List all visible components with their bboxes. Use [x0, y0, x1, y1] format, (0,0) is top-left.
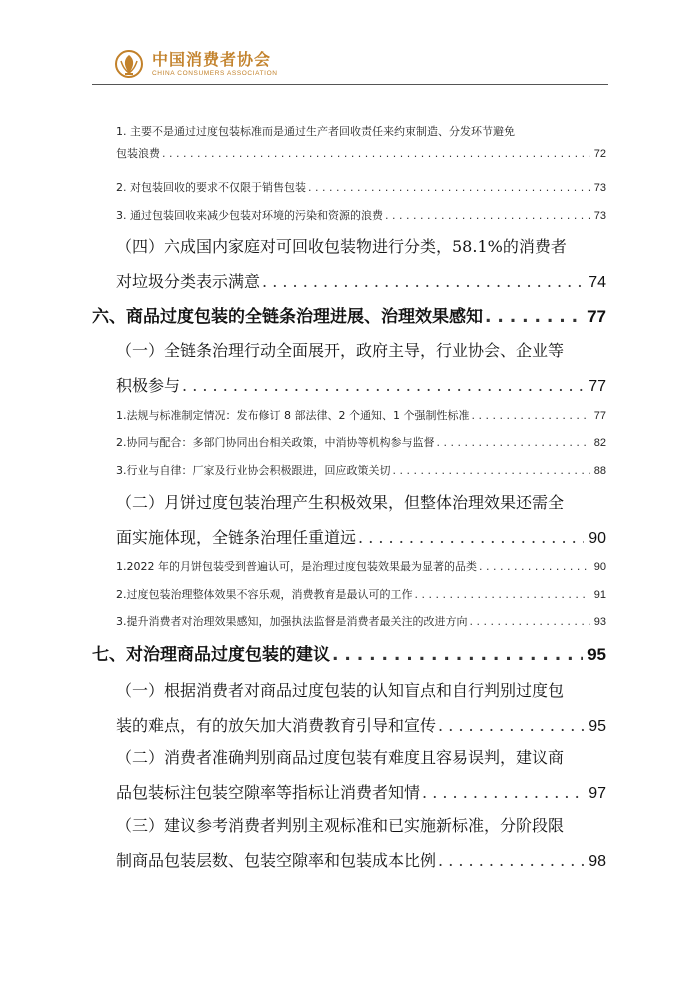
toc-entry-text-cont: 对垃圾分类表示满意 — [116, 272, 261, 291]
toc-entry[interactable] — [92, 301, 606, 333]
toc-page-number: 90 — [593, 561, 606, 573]
dot-leader — [485, 301, 583, 333]
toc-page-number: 97 — [588, 785, 606, 802]
toc-entry[interactable] — [116, 673, 606, 743]
toc-page-number: 88 — [593, 465, 606, 477]
toc-page-number: 73 — [593, 210, 606, 222]
toc-page-number: 77 — [588, 378, 606, 395]
dot-leader — [332, 639, 583, 671]
toc-entry[interactable] — [116, 121, 606, 165]
toc-entry[interactable] — [116, 584, 606, 606]
toc-entry-text: 2.过度包装治理整体效果不容乐观，消费教育是最认可的工作 — [116, 588, 413, 601]
toc-entry-text: （二）月饼过度包装治理产生积极效果，但整体治理效果还需全 — [116, 493, 565, 512]
toc-entry-text: 1.2022 年的月饼包装受到普遍认可，是治理过度包装效果最为显著的品类 — [116, 560, 477, 573]
toc-page-number: 95 — [587, 645, 606, 664]
toc-entry-text: （一）全链条治理行动全面展开，政府主导，行业协会、企业等 — [116, 341, 565, 360]
org-name-en: CHINA CONSUMERS ASSOCIATION — [152, 69, 278, 77]
toc-entry-text: （三）建议参考消费者判别主观标准和已实施新标准，分阶段限 — [116, 816, 565, 835]
toc-entry[interactable] — [116, 205, 606, 227]
toc-entry-text: 六、商品过度包装的全链条治理进展、治理效果感知 — [92, 307, 483, 327]
toc-entry-text: 2.协同与配合：多部门协同出台相关政策，中消协等机构参与监督 — [116, 436, 435, 449]
dot-leader — [162, 143, 590, 165]
toc-entry[interactable] — [116, 405, 606, 427]
toc-entry[interactable] — [116, 611, 606, 633]
toc-page-number: 90 — [588, 530, 606, 547]
toc-entry[interactable] — [116, 485, 606, 555]
dot-leader — [479, 556, 590, 578]
toc-entry-text: 3.行业与自律：厂家及行业协会积极跟进，回应政策关切 — [116, 464, 391, 477]
toc-entry-text: 1. 主要不是通过过度包装标准而是通过生产者回收责任来约束制造、分发环节避免 — [116, 125, 515, 138]
toc-entry[interactable] — [116, 808, 606, 878]
dot-leader — [393, 460, 590, 482]
toc-entry[interactable] — [116, 333, 606, 403]
toc-entry-text-cont: 制商品包装层数、包装空隙率和包装成本比例 — [116, 851, 437, 870]
dot-leader — [182, 368, 584, 403]
dot-leader — [470, 611, 590, 633]
toc-entry-text: 七、对治理商品过度包装的建议 — [92, 645, 330, 665]
toc-entry[interactable] — [116, 556, 606, 578]
toc-entry-text: （一）根据消费者对商品过度包装的认知盲点和自行判别过度包 — [116, 681, 565, 700]
dot-leader — [308, 177, 590, 199]
toc-page-number: 77 — [593, 410, 606, 422]
toc-entry-text-cont: 积极参与 — [116, 376, 181, 395]
toc-entry-text: 3.提升消费者对治理效果感知，加强执法监督是消费者最关注的改进方向 — [116, 615, 468, 628]
toc-entry[interactable] — [116, 432, 606, 454]
header-divider — [92, 84, 608, 85]
dot-leader — [422, 775, 584, 810]
dot-leader — [385, 205, 590, 227]
toc-entry[interactable] — [116, 229, 606, 299]
toc-entry-text-cont: 包装浪费 — [116, 147, 160, 160]
toc-page-number: 91 — [593, 589, 606, 601]
org-name-block — [152, 51, 278, 78]
toc-page-number: 73 — [593, 182, 606, 194]
dot-leader — [438, 708, 584, 743]
page-header — [114, 48, 278, 80]
consumer-association-emblem-icon — [114, 49, 144, 79]
dot-leader — [358, 520, 584, 555]
toc-page-number: 82 — [593, 437, 606, 449]
toc-entry-text: 2. 对包装回收的要求不仅限于销售包装 — [116, 181, 306, 194]
toc-entry-text: （二）消费者准确判别商品过度包装有难度且容易误判，建议商 — [116, 748, 565, 767]
toc-entry[interactable] — [116, 460, 606, 482]
toc-page-number: 95 — [588, 718, 606, 735]
toc-entry[interactable] — [116, 177, 606, 199]
toc-entry-text-cont: 面实施体现，全链条治理任重道远 — [116, 528, 357, 547]
dot-leader — [438, 843, 584, 878]
dot-leader — [437, 432, 590, 454]
dot-leader — [262, 264, 584, 299]
toc-entry-text-cont: 品包装标注包装空隙率等指标让消费者知情 — [116, 783, 421, 802]
org-name-cn: 中国消费者协会 — [152, 49, 272, 69]
toc-entry[interactable] — [92, 639, 606, 671]
toc-entry-text: 1.法规与标准制定情况：发布修订 8 部法律、2 个通知、1 个强制性标准 — [116, 409, 470, 422]
toc-entry-text-cont: 装的难点，有的放矢加大消费教育引导和宣传 — [116, 716, 437, 735]
toc-page-number: 93 — [593, 616, 606, 628]
toc-page-number: 77 — [587, 307, 606, 326]
toc-page-number: 98 — [588, 853, 606, 870]
toc-page-number: 74 — [588, 274, 606, 291]
toc-entry[interactable] — [116, 740, 606, 810]
dot-leader — [415, 584, 590, 606]
toc-entry-text: （四）六成国内家庭对可回收包装物进行分类，58.1%的消费者 — [116, 237, 567, 256]
dot-leader — [471, 405, 589, 427]
toc-entry-text: 3. 通过包装回收来减少包装对环境的污染和资源的浪费 — [116, 209, 383, 222]
toc-page-number: 72 — [593, 148, 606, 160]
